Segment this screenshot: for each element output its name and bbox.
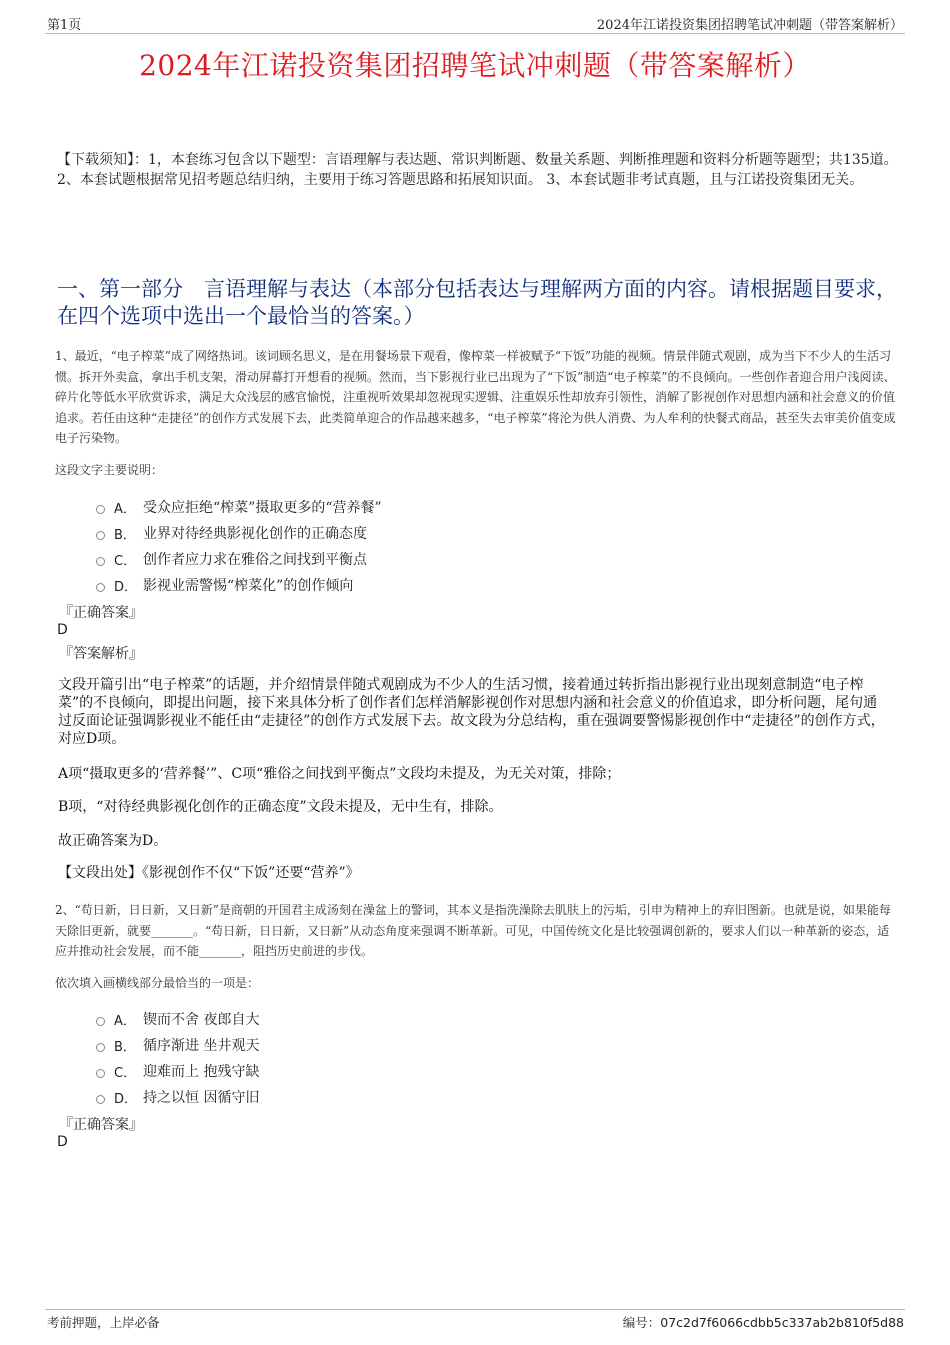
option-letter: A．: [114, 1013, 136, 1029]
radio-icon[interactable]: [96, 1095, 105, 1104]
radio-icon[interactable]: [96, 583, 105, 592]
option-letter: C．: [114, 553, 137, 569]
page-title: 2024年江诺投资集团招聘笔试冲刺题（带答案解析）: [139, 49, 811, 82]
option-letter: D．: [114, 1091, 138, 1107]
question-2-prompt: 依次填入画横线部分最恰当的一项是：: [55, 976, 260, 990]
question-2-options: [96, 1006, 259, 1110]
code-value: 07c2d7f6066cdbb5c337ab2b810f5d88: [660, 1315, 904, 1330]
footer-slogan: 考前押题，上岸必备: [47, 1315, 160, 1330]
correct-answer: D: [57, 1134, 68, 1150]
option-d[interactable]: [96, 572, 382, 598]
option-text: 受众应拒绝“榨菜”摄取更多的“营养餐”: [143, 500, 382, 516]
footer-code: [623, 1313, 904, 1331]
option-a[interactable]: [96, 1006, 259, 1032]
option-c[interactable]: [96, 546, 382, 572]
option-text: 持之以恒 因循守旧: [143, 1090, 260, 1106]
question-2-text: 2、“苟日新，日日新，又日新”是商朝的开国君主成汤刻在澡盆上的警词，其本义是指洗澡除去肌肤上的污垢，引申为精神上的弃旧图新。也就是说，如果能每天除旧更新，就要_______。“苟日新，日日新，又日新”从动态角度来强调不断革新。可见，中国传统文化是比较强调创新的，要求人们以一种革新的姿态，适应并推动社会发展，而不能_______，阻挡历史前进的步伐。: [55, 903, 891, 958]
analysis-paragraph: B项，“对待经典影视化创作的正确态度”文段未提及，无中生有，排除。: [58, 799, 503, 815]
option-d[interactable]: [96, 1084, 259, 1110]
correct-answer-label: 『正确答案』: [59, 1117, 143, 1133]
option-letter: C．: [114, 1065, 137, 1081]
page-number: 第1页: [47, 18, 82, 33]
section-heading: 一、第一部分 言语理解与表达（本部分包括表达与理解两方面的内容。请根据题目要求，在四个选项中选出一个最恰当的答案。）: [57, 277, 897, 328]
radio-icon[interactable]: [96, 557, 105, 566]
option-text: 业界对待经典影视化创作的正确态度: [143, 526, 367, 542]
option-text: 锲而不舍 夜郎自大: [143, 1012, 260, 1028]
radio-icon[interactable]: [96, 505, 105, 514]
radio-icon[interactable]: [96, 531, 105, 540]
option-letter: D．: [114, 579, 138, 595]
analysis-paragraph: A项“摄取更多的‘营养餐’”、C项“雅俗之间找到平衡点”文段均未提及，为无关对策，排除；: [58, 766, 621, 782]
question-1-text: 1、最近，“电子榨菜”成了网络热词。该词顾名思义，是在用餐场景下观看，像榨菜一样被赋予“下饭”功能的视频。情景伴随式观剧，成为当下不少人的生活习惯。拆开外卖盒，拿出手机支架，滑动屏幕打开想看的视频。然而，当下影视行业已出现为了“下饭”制造“电子榨菜”的不良倾向。一些创作者迎合用户浅阅读、碎片化等低水平欣赏诉求，满足大众浅层的感官愉悦，注重视听效果却忽视现实逻辑、注重娱乐性却放弃引领性，消解了影视创作对思想内涵和社会意义的价值追求。若任由这种“走捷径”的创作方式发展下去，此类简单迎合的作品越来越多，“电子榨菜”将沦为供人消费、为人牟利的快餐式商品，甚至失去审美价值变成电子污染物。: [55, 349, 896, 445]
option-c[interactable]: [96, 1058, 259, 1084]
option-b[interactable]: [96, 520, 382, 546]
option-letter: B．: [114, 1039, 136, 1055]
analysis-paragraph: 文段开篇引出“电子榨菜”的话题，并介绍情景伴随式观剧成为不少人的生活习惯，接着通过转折指出影视行业出现刻意制造“电子榨菜”的不良倾向，即提出问题，接下来具体分析了创作者们怎样消解影视创作对思想内涵和社会意义的价值追求，即分析问题，尾句通过反面论证强调影视业不能任由“走捷径”的创作方式发展下去。故文段为分总结构，重在强调要警惕影视创作中“走捷径”的创作方式，对应D项。: [58, 677, 885, 747]
header-doc-title: 2024年江诺投资集团招聘笔试冲刺题（带答案解析）: [596, 18, 903, 33]
option-text: 创作者应力求在雅俗之间找到平衡点: [143, 552, 367, 568]
header-divider: [45, 33, 905, 34]
question-1-prompt: 这段文字主要说明：: [55, 463, 164, 477]
option-a[interactable]: [96, 494, 382, 520]
correct-answer: D: [57, 622, 68, 638]
code-label: 编号：: [622, 1315, 661, 1330]
radio-icon[interactable]: [96, 1043, 105, 1052]
correct-answer-label: 『正确答案』: [59, 605, 143, 621]
download-notice: 【下载须知】：1，本套练习包含以下题型：言语理解与表达题、常识判断题、数量关系题、判断推理题和资料分析题等题型；共135道。 2、本套试题根据常见招考题总结归纳，主要用于练习答题思路和拓展知识面。 3、本套试题非考试真题，且与江诺投资集团无关。: [57, 152, 898, 188]
option-text: 影视业需警惕“榨菜化”的创作倾向: [143, 578, 354, 594]
option-text: 循序渐进 坐井观天: [143, 1038, 260, 1054]
option-b[interactable]: [96, 1032, 259, 1058]
option-text: 迎难而上 抱残守缺: [143, 1064, 260, 1080]
source-citation: 【文段出处】《影视创作不仅“下饭”还要“营养”》: [58, 865, 360, 881]
radio-icon[interactable]: [96, 1017, 105, 1026]
question-1-options: [96, 494, 382, 598]
option-letter: B．: [114, 527, 136, 543]
option-letter: A．: [114, 501, 136, 517]
analysis-label: 『答案解析』: [59, 646, 143, 662]
radio-icon[interactable]: [96, 1069, 105, 1078]
footer-divider: [45, 1309, 905, 1310]
analysis-paragraph: 故正确答案为D。: [58, 833, 168, 849]
